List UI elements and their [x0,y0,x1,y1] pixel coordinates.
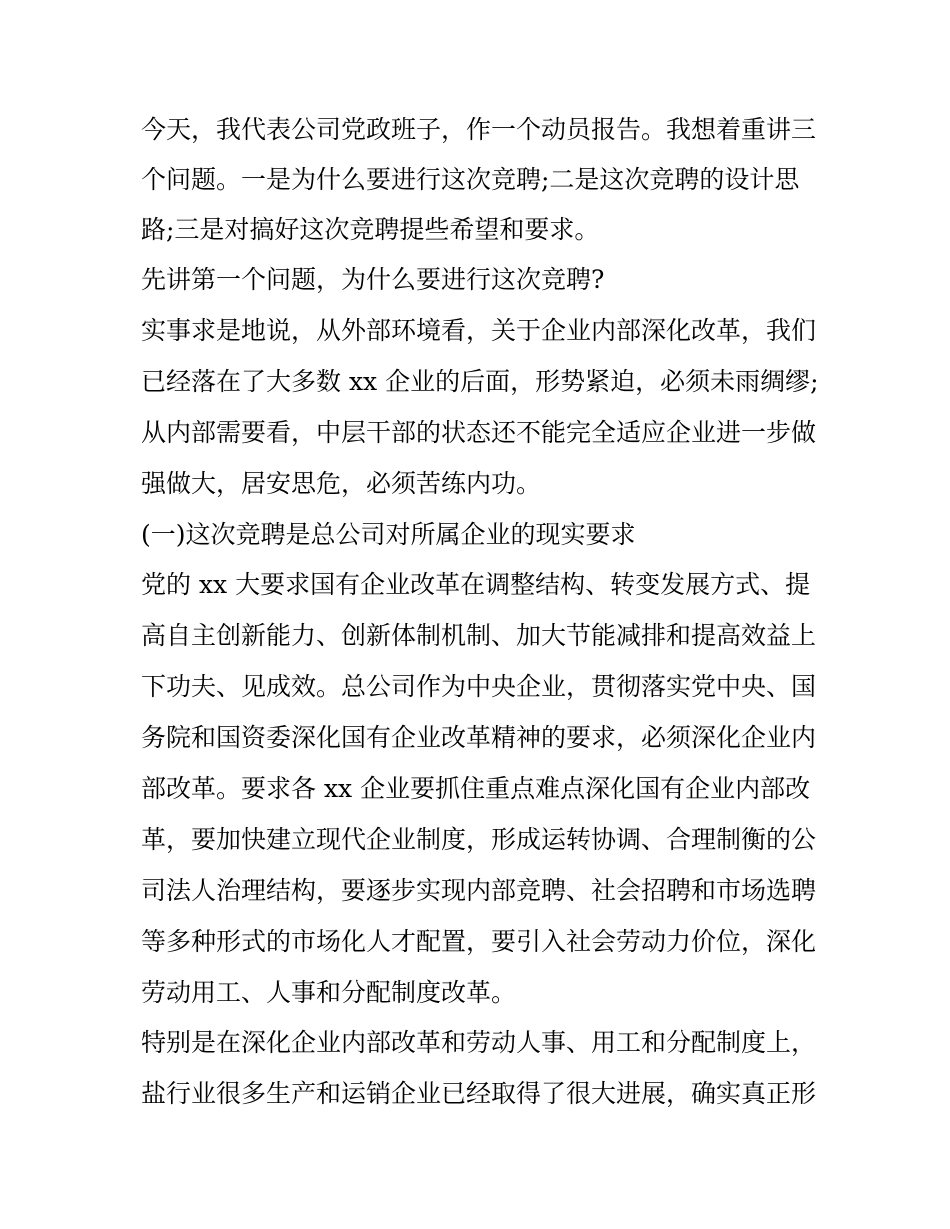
section-heading-line: 先讲第一个问题，为什么要进行这次竞聘? [141,265,605,294]
paragraph-line: 部改革。要求各 xx 企业要抓住重点难点深化国有企业内部改 [141,774,811,803]
paragraph-line: 特别是在深化企业内部改革和劳动人事、用工和分配制度上， [141,1028,817,1057]
paragraph-line: 务院和国资委深化国有企业改革精神的要求，必须深化企业内 [141,723,817,752]
paragraph-line: 实事求是地说，从外部环境看，关于企业内部深化改革，我们 [141,316,817,345]
paragraph-line: 从内部需要看，中层干部的状态还不能完全适应企业进一步做 [141,418,817,447]
paragraph-line: 盐行业很多生产和运销企业已经取得了很大进展，确实真正形 [141,1079,817,1108]
paragraph-line: 个问题。一是为什么要进行这次竞聘;二是这次竞聘的设计思 [141,165,800,194]
paragraph-line: 已经落在了大多数 xx 企业的后面，形势紧迫，必须未雨绸缪; [141,367,819,396]
paragraph-line: 等多种形式的市场化人才配置，要引入社会劳动力价位，深化 [141,927,817,956]
paragraph-line: 党的 xx 大要求国有企业改革在调整结构、转变发展方式、提 [141,570,811,599]
paragraph-line: 劳动用工、人事和分配制度改革。 [141,978,517,1007]
paragraph-line: 司法人治理结构，要逐步实现内部竞聘、社会招聘和市场选聘 [141,876,817,905]
paragraph-line: 革，要加快建立现代企业制度，形成运转协调、合理制衡的公 [141,825,817,854]
subsection-heading-line: (一)这次竞聘是总公司对所属企业的现实要求 [141,520,636,549]
paragraph-line: 高自主创新能力、创新体制机制、加大节能减排和提高效益上 [141,621,817,650]
paragraph-line: 强做大，居安思危，必须苦练内功。 [141,469,542,498]
paragraph-line: 下功夫、见成效。总公司作为中央企业，贯彻落实党中央、国 [141,672,817,701]
paragraph-line: 今天，我代表公司党政班子，作一个动员报告。我想着重讲三 [141,115,817,144]
paragraph-line: 路;三是对搞好这次竞聘提些希望和要求。 [141,215,600,244]
